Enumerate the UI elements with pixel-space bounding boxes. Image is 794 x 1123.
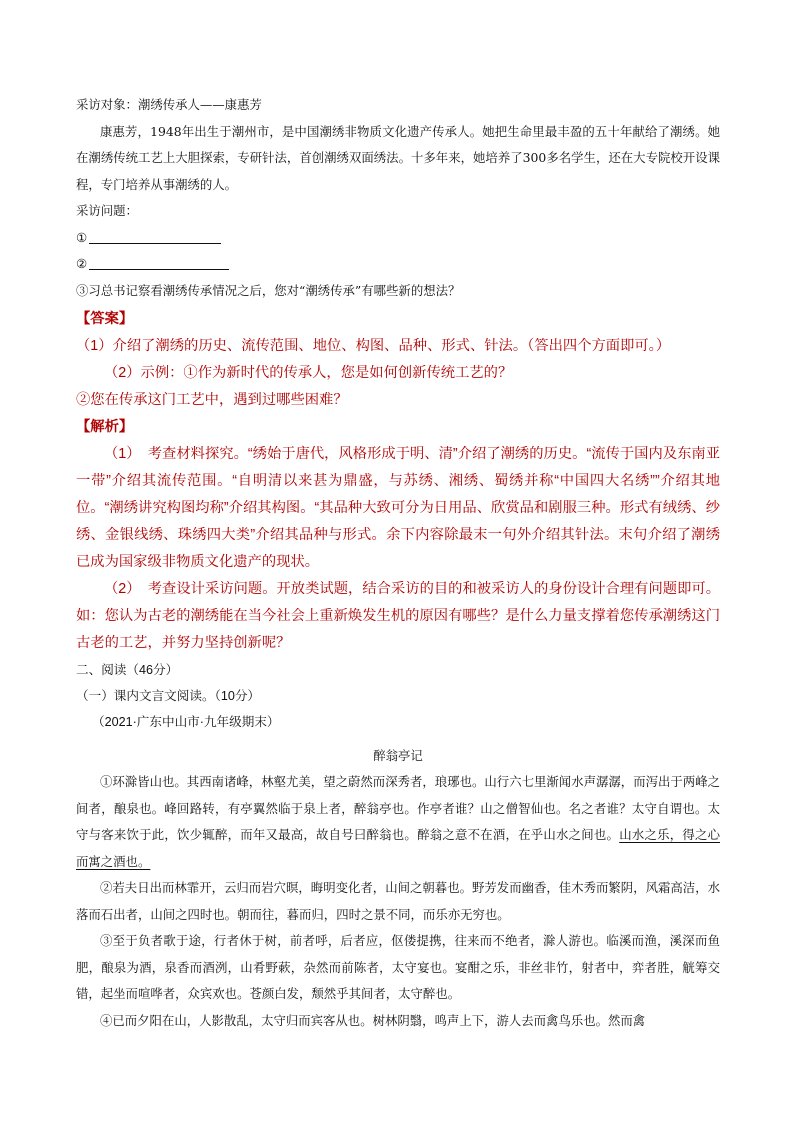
question-source: （2021·广东中山市·九年级期末） [92,715,280,729]
answer-line-1 [76,306,720,360]
analysis-tag: 【解析】 [76,419,134,435]
answer-text-1: （1）介绍了潮绣的历史、流传范围、地位、构图、品种、形式、针法。（答出四个方面即可。） [76,338,671,354]
classical-paragraph-2: ②若夫日出而林霏开，云归而岩穴暝，晦明变化者，山间之朝暮也。野芳发而幽香，佳木秀而繁阴，风霜高洁，水落而石出者，山间之四时也。朝而往，暮而归，四时之景不同，而乐亦无穷也。 [76,880,720,922]
classical-paragraph-1-text: ①环滁皆山也。其西南诸峰，林壑尤美，望之蔚然而深秀者，琅琊也。山行六七里渐闻水声潺潺，而泻出于两峰之间者，酿泉也。峰回路转，有亭翼然临于泉上者，醉翁亭也。作亭者谁？山之僧智仙也。名之者谁？太守自谓也。太守与客来饮于此，饮少辄醉，而年又最高，故自号曰醉翁也。醉翁之意不在酒，在乎山水之间也。 [76,774,720,842]
question-1 [76,225,720,252]
poem-title: 醉翁亭记 [373,748,423,763]
subsection-heading: （一）课内文言文阅读。（10分） [76,689,261,703]
question-1-blank [89,227,221,244]
classical-paragraph-4: ④已而夕阳在山，人影散乱，太守归而宾客从也。树林阴翳，鸣声上下，游人去而禽鸟乐也。然而禽 [100,1012,646,1028]
page-content [76,92,720,1034]
question-2-number: ② [76,256,88,271]
analysis-paragraph-2: （2） 考查设计采访问题。开放类试题，结合采访的目的和被采访人的身份设计合理有问题即可。如：您认为古老的潮绣能在当今社会上重新焕发生机的原因有哪些？是什么力量支撑着您传承潮绣这门古老的工艺，并努力坚持创新呢？ [76,581,720,651]
section-heading: 二、阅读（46分） [76,663,179,677]
classical-paragraph-1 [76,769,720,875]
question-2 [76,251,720,278]
analysis-heading [76,414,720,441]
question-1-number: ① [76,229,88,245]
answer-line-3: ②您在传承这门工艺中，遇到过哪些困难？ [76,392,348,408]
underlined-sentence: 山水之乐，得之心而寓之酒也。 [76,827,721,869]
interviewee-bio: 康惠芳，1948年出生于潮州市，是中国潮绣非物质文化遗产传承人。她把生命里最丰盈的五十年献给了潮绣。她在潮绣传统工艺上大胆探索，专研针法，首创潮绣双面绣法。十多年来，她培养了300多名学生，还在大专院校开设课程，专门培养从事潮绣的人。 [76,123,720,192]
interview-target: 采访对象：潮绣传承人——康惠芳 [76,97,262,112]
analysis-paragraph-1: （1） 考查材料探究。“绣始于唐代，风格形成于明、清”介绍了潮绣的历史。“流传于国内及东南亚一带”介绍其流传范围。“自明清以来甚为鼎盛，与苏绣、湘绣、蜀绣并称“中国四大名绣””介绍其地位。“潮绣讲究构图均称”介绍其构图。“其品种大致可分为日用品、欣赏品和剧服三种。形式有绒绣、纱绣、金银线绣、珠绣四大类”介绍其品种与形式。余下内容除最末一句外介绍其针法。末句介绍了潮绣已成为国家级非物质文化遗产的现状。 [76,446,720,570]
answer-tag: 【答案】 [76,311,134,327]
question-2-blank [89,253,229,270]
question-3: ③习总书记察看潮绣传承情况之后，您对“潮绣传承”有哪些新的想法？ [76,282,461,298]
answer-line-2: （2）示例：①作为新时代的传承人，您是如何创新传统工艺的？ [104,365,513,381]
questions-label: 采访问题： [76,203,138,218]
classical-paragraph-3: ③至于负者歌于途，行者休于树，前者呼，后者应，伛偻提携，往来而不绝者，滁人游也。临溪而渔，溪深而鱼肥，酿泉为酒，泉香而酒洌，山肴野蔌，杂然而前陈者，太守宴也。宴酣之乐，非丝非竹，射者中，弈者胜，觥筹交错，起坐而喧哗者，众宾欢也。苍颜白发，颓然乎其间者，太守醉也。 [76,933,720,1001]
